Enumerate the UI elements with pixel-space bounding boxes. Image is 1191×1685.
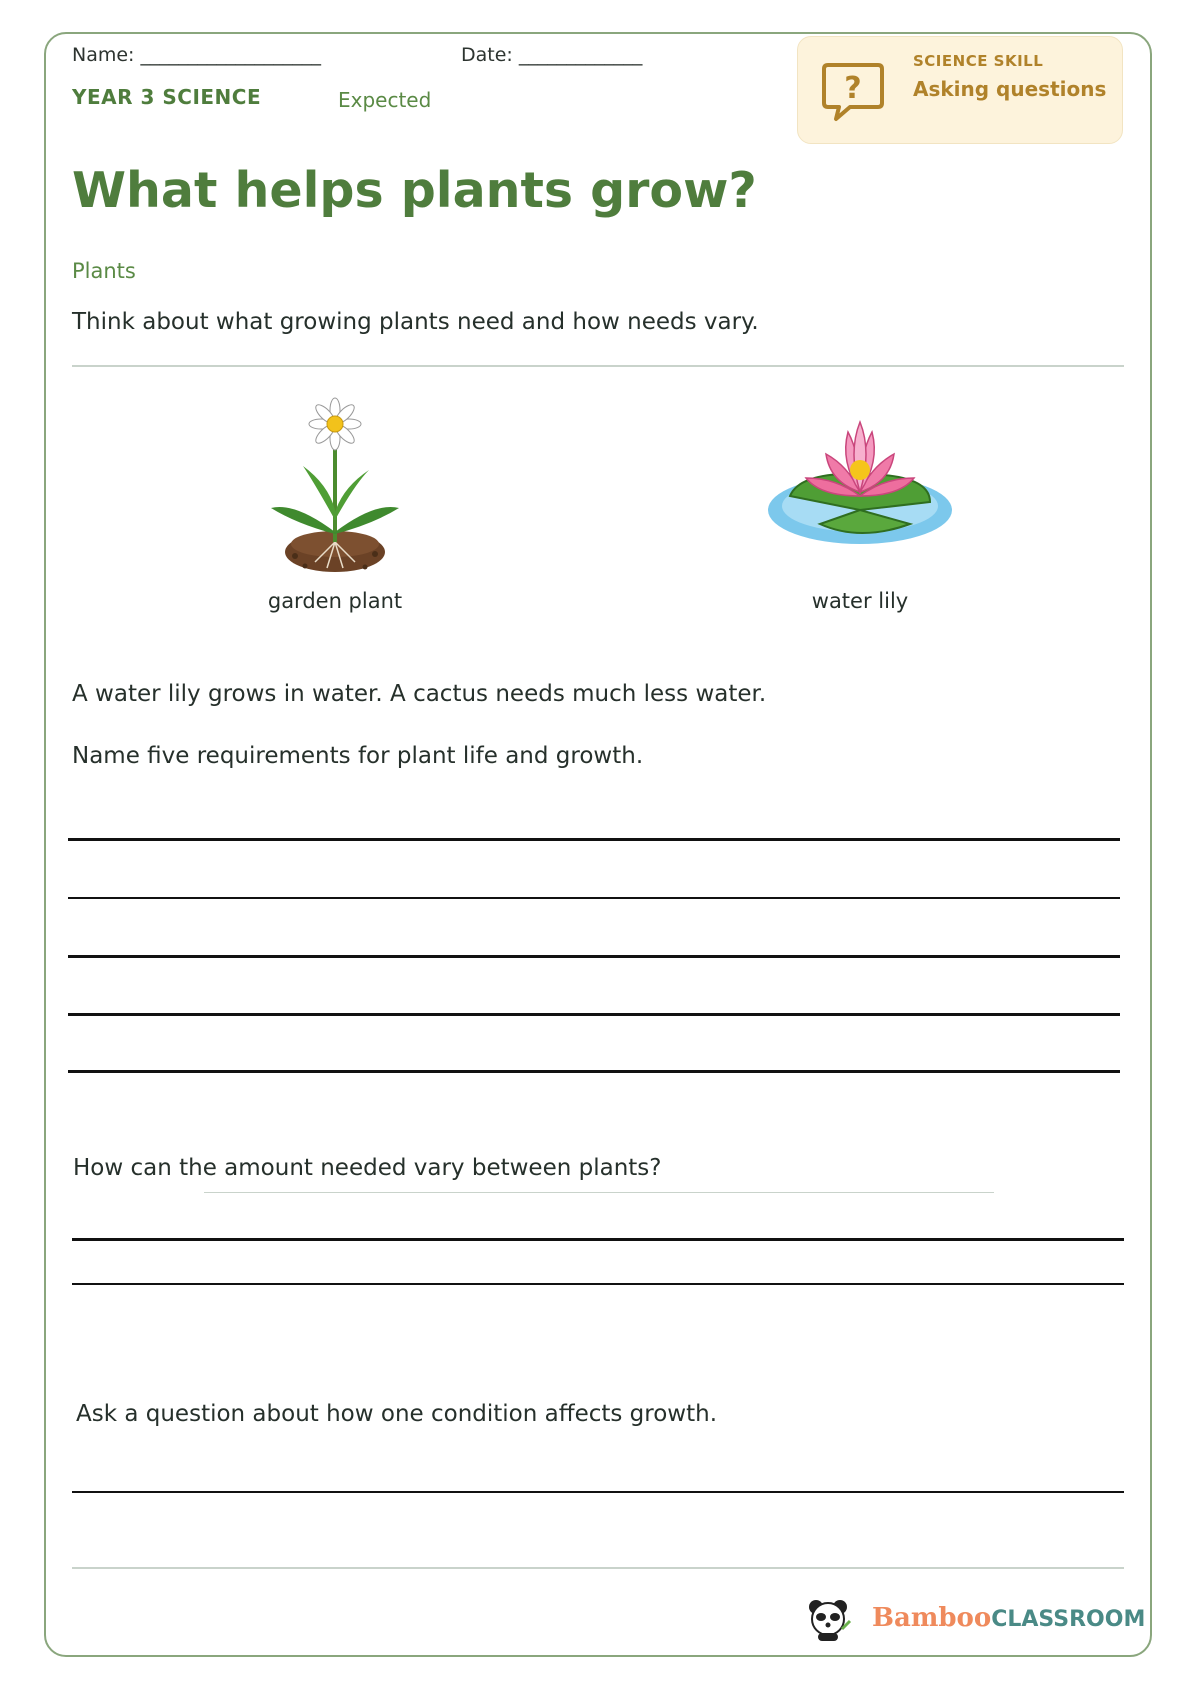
question-vary: How can the amount needed vary between plants? (73, 1155, 662, 1181)
panda-logo-icon (804, 1595, 852, 1643)
answer-line[interactable] (72, 1491, 1124, 1493)
context-text: A water lily grows in water. A cactus needs much less water. (72, 681, 767, 707)
date-field[interactable]: Date: _____________ (461, 44, 643, 66)
question-speech-bubble-icon (820, 57, 886, 123)
answer-line[interactable] (68, 1070, 1120, 1073)
question-condition: Ask a question about how one condition affects growth. (76, 1401, 718, 1427)
water-lily-illustration (760, 392, 960, 572)
divider (72, 365, 1124, 367)
level-label: Expected (338, 88, 432, 112)
skill-title: SCIENCE SKILL (913, 52, 1044, 70)
faint-underline (204, 1192, 994, 1193)
answer-line[interactable] (68, 838, 1120, 841)
garden-plant-illustration (235, 392, 435, 592)
skill-name: Asking questions (913, 77, 1107, 101)
garden-plant-caption: garden plant (267, 589, 403, 613)
brand-part-bamboo: Bamboo (872, 1603, 992, 1633)
answer-line[interactable] (68, 1013, 1120, 1016)
water-lily-caption: water lily (811, 589, 909, 613)
page-title: What helps plants grow? (72, 162, 757, 219)
answer-line[interactable] (72, 1283, 1124, 1285)
question-requirements: Name five requirements for plant life and growth. (72, 743, 644, 769)
answer-line[interactable] (68, 955, 1120, 958)
answer-line[interactable] (68, 897, 1120, 899)
svg-text:?: ? (844, 71, 862, 106)
name-field[interactable]: Name: ___________________ (72, 44, 321, 66)
intro-text: Think about what growing plants need and how needs vary. (72, 309, 759, 335)
brand-logo (872, 1603, 1145, 1633)
topic-label: Plants (72, 259, 136, 283)
year-label: YEAR 3 SCIENCE (72, 85, 262, 109)
science-skill-box (797, 36, 1123, 144)
brand-part-classroom: CLASSROOM (991, 1607, 1146, 1632)
answer-line[interactable] (72, 1238, 1124, 1241)
footer-divider (72, 1567, 1124, 1569)
